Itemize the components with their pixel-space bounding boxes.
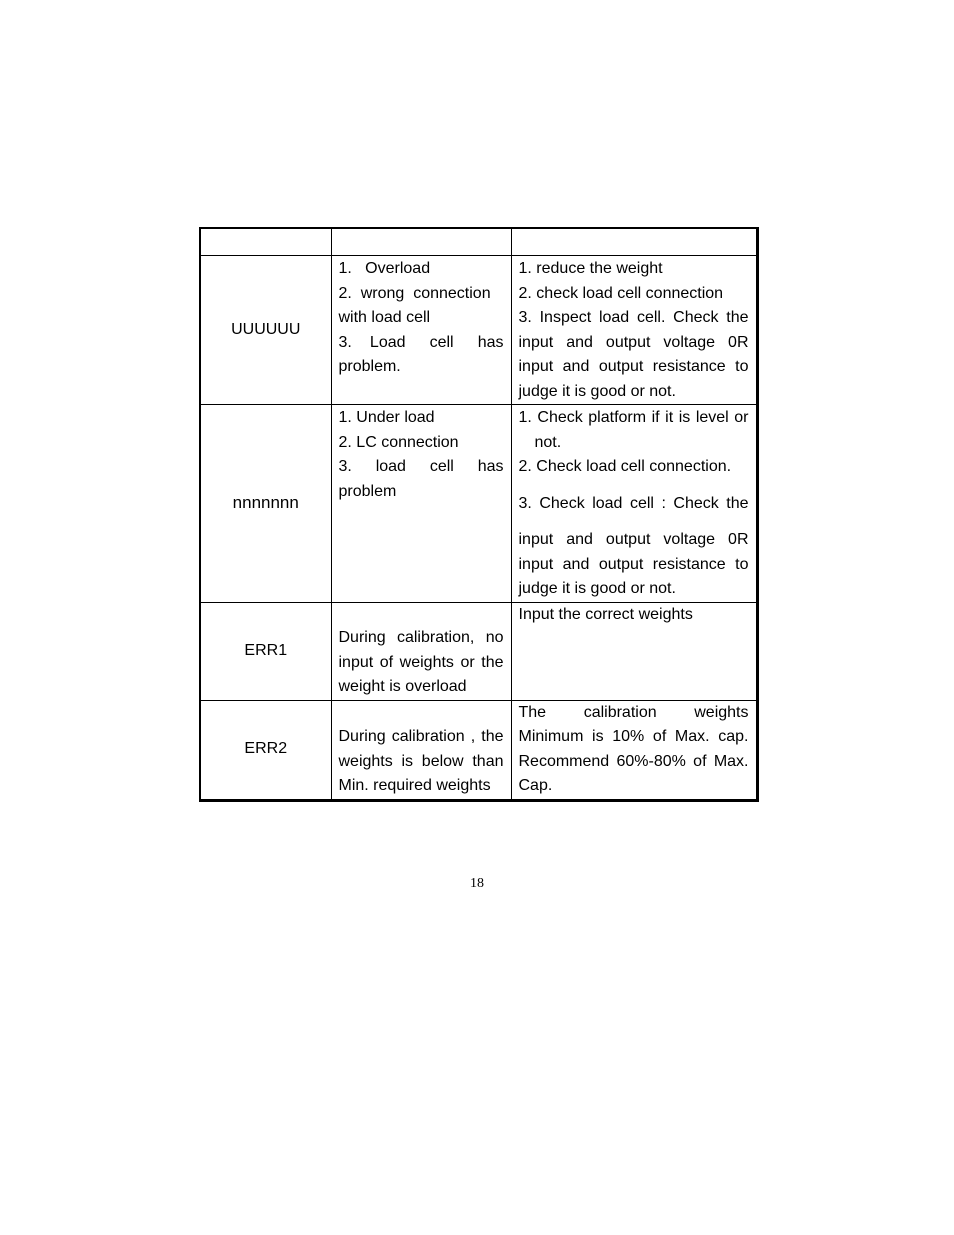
cause-line: 1. Under load xyxy=(338,409,435,426)
solution-cell xyxy=(511,700,757,800)
table-row xyxy=(200,405,757,603)
solution-line: Minimum is 10% of Max. cap. xyxy=(518,728,749,745)
solution-cell xyxy=(511,602,757,700)
solution-line: 3. Inspect load cell. Check the xyxy=(518,309,749,326)
solution-line: 1. Check platform if it is level or xyxy=(518,409,749,426)
cause-line: During calibration, no xyxy=(338,629,504,646)
cause-line: 3. load cell has xyxy=(338,458,504,475)
solution-line: Input the correct weights xyxy=(518,605,693,623)
solution-line: judge it is good or not. xyxy=(518,382,676,400)
cause-line: 1. Overload xyxy=(338,260,431,277)
page-number: 18 xyxy=(470,876,484,891)
cause-cell xyxy=(331,700,511,800)
cause-line: 3. Load cell has xyxy=(338,333,504,351)
solution-line: 2. check load cell connection xyxy=(518,284,724,302)
solution-cell xyxy=(511,256,757,405)
error-code: ERR2 xyxy=(244,740,288,758)
solution-line: The calibration weights xyxy=(518,703,749,721)
error-code-cell xyxy=(200,602,331,700)
solution-line: Cap. xyxy=(518,777,553,794)
error-code: ERR1 xyxy=(244,641,288,659)
solution-line: input and output resistance to xyxy=(518,555,749,573)
cause-line: 2. LC connection xyxy=(338,433,459,451)
error-code: UUUUUU xyxy=(231,320,301,338)
cause-line: weight is overload xyxy=(338,678,467,695)
table-row xyxy=(200,700,757,800)
solution-line: 2. Check load cell connection. xyxy=(518,458,732,475)
cause-line: problem. xyxy=(338,358,401,375)
solution-line: input and output resistance to xyxy=(518,358,749,375)
header-cell-solution xyxy=(511,228,757,256)
error-code-cell xyxy=(200,405,331,603)
cause-line: Min. required weights xyxy=(338,777,491,794)
table-header-row xyxy=(200,228,757,256)
cause-line: weights is below than xyxy=(338,752,504,770)
solution-line: input and output voltage 0R xyxy=(518,531,749,548)
cause-line: 2. wrong connection xyxy=(338,284,491,302)
error-code: nnnnnnn xyxy=(232,492,299,512)
table-row xyxy=(200,602,757,700)
solution-line: 1. reduce the weight xyxy=(518,260,663,277)
cause-line: During calibration , the xyxy=(338,728,504,745)
cause-cell xyxy=(331,602,511,700)
cause-line: with load cell xyxy=(338,309,431,326)
solution-line: judge it is good or not. xyxy=(518,580,676,597)
cause-line: problem xyxy=(338,482,397,500)
cause-line: input of weights or the xyxy=(338,653,504,671)
solution-cell xyxy=(511,405,757,603)
error-code-cell xyxy=(200,256,331,405)
header-cell-code xyxy=(200,228,331,256)
header-cell-cause xyxy=(331,228,511,256)
error-code-table xyxy=(199,227,759,802)
cause-cell xyxy=(331,405,511,603)
solution-line: Recommend 60%-80% of Max. xyxy=(518,752,749,770)
table-row xyxy=(200,256,757,405)
solution-line: not. xyxy=(534,433,562,451)
solution-line: 3. Check load cell : Check the xyxy=(518,494,749,512)
error-code-cell xyxy=(200,700,331,800)
cause-cell xyxy=(331,256,511,405)
solution-line: input and output voltage 0R xyxy=(518,333,749,351)
